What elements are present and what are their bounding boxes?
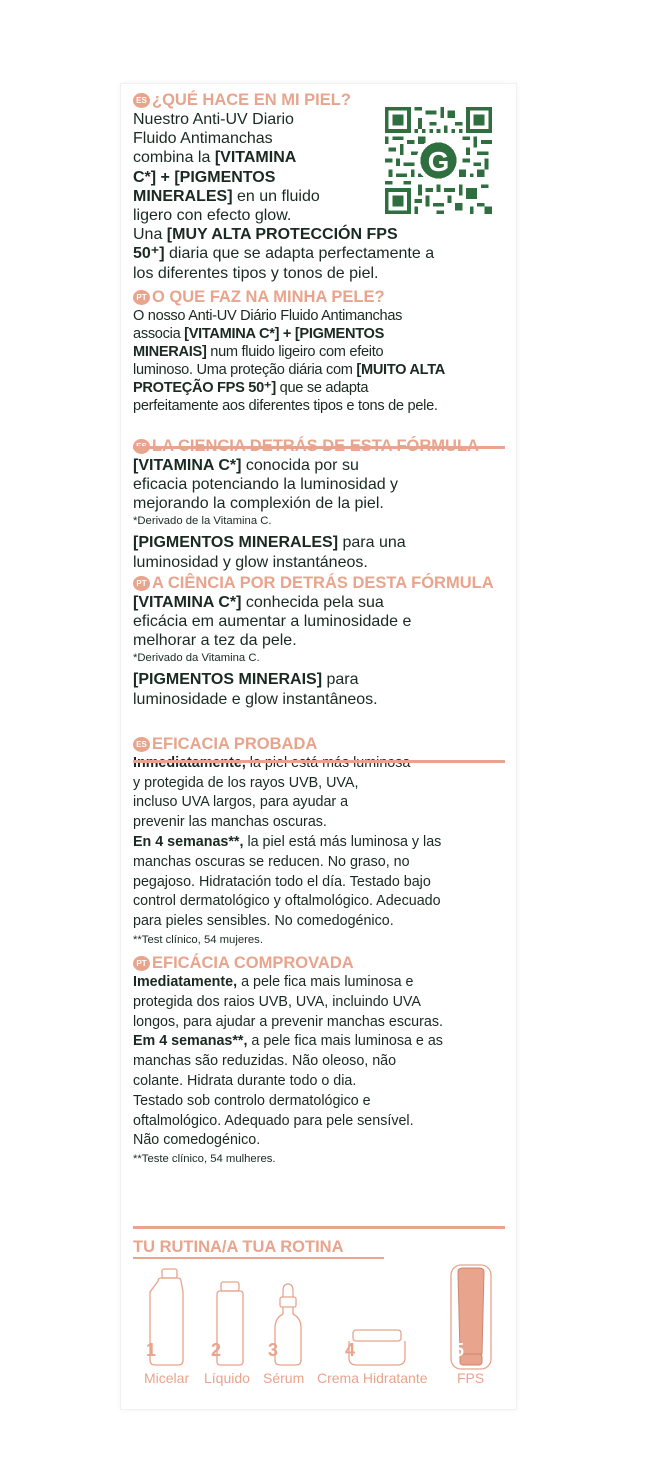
footnote: **Teste clínico, 54 mulheres. [133, 1153, 276, 1166]
title-text: A CIÊNCIA POR DETRÁS DESTA FÓRMULA [152, 573, 494, 592]
footnote: *Derivado de la Vitamina C. [133, 515, 272, 528]
qr-code-icon[interactable] [385, 107, 492, 214]
body-text [133, 456, 505, 514]
line: MINERALES] en un fluido [133, 187, 320, 205]
content-column [133, 90, 505, 1167]
line: Fluido Antimanchas [133, 130, 273, 148]
line: O nosso Anti-UV Diário Fluido Antimanchas [133, 307, 403, 324]
line: colante. Hidrata durante todo o dia. [133, 1073, 357, 1090]
line: [VITAMINA C*] conocida por su [133, 456, 359, 474]
section-pt-efficacy [133, 954, 505, 1167]
routine-icons [133, 1262, 505, 1372]
line: Testado sob controlo dermatológico e [133, 1092, 371, 1109]
line: manchas são reduzidas. Não oleoso, não [133, 1053, 397, 1070]
line: Una [MUY ALTA PROTECCIÓN FPS [133, 226, 398, 244]
divider [133, 760, 505, 763]
line: Imediatamente, a pele fica mais luminosa e [133, 974, 414, 991]
serum-dropper-icon [275, 1284, 301, 1365]
routine-step-label: Crema Hidratante [317, 1370, 428, 1386]
line: MINERAIS] num fluido ligeiro com efeito [133, 343, 384, 360]
title-text: ¿QUÉ HACE EN MI PIEL? [152, 91, 351, 109]
routine-step-label: Micelar [144, 1370, 190, 1386]
body-text [133, 754, 505, 932]
line: eficacia potenciando la luminosidad y [133, 476, 399, 494]
body-text [133, 307, 505, 415]
line: mejorando la complexión de la piel. [133, 495, 384, 513]
section-title [133, 735, 505, 754]
line: manchas oscuras se reducen. No graso, no [133, 853, 410, 870]
lang-badge-pt: PT [133, 576, 150, 591]
line: perfeitamente aos diferentes tipos e tons de pele. [133, 397, 438, 414]
line: C*] + [PIGMENTOS [133, 168, 276, 186]
routine-step-number: 1 [146, 1340, 157, 1360]
line: [VITAMINA C*] conhecida pela sua [133, 593, 384, 611]
line: para pieles sensibles. No comedogénico. [133, 913, 394, 930]
line: Não comedogénico. [133, 1132, 261, 1149]
divider [133, 1226, 505, 1229]
body-text [133, 533, 505, 571]
section-title [133, 288, 505, 307]
routine-step-number: 4 [345, 1340, 356, 1360]
title-text: EFICACIA PROBADA [152, 734, 318, 753]
lang-badge-pt: PT [133, 956, 150, 971]
section-title [133, 954, 505, 973]
section-pt-what [133, 288, 505, 415]
line: [PIGMENTOS MINERAIS] para [133, 671, 359, 689]
section-title [133, 574, 505, 593]
line: melhorar a tez da pele. [133, 632, 297, 650]
title-text: O QUE FAZ NA MINHA PELE? [152, 287, 385, 306]
line: control dermatológico y oftalmológico. Adecuado [133, 893, 441, 910]
routine-title: TU RUTINA/A TUA ROTINA [133, 1238, 344, 1256]
line: [PIGMENTOS MINERALES] para una [133, 534, 406, 552]
body-text [133, 593, 505, 651]
line: eficácia em aumentar a luminosidade e [133, 613, 412, 631]
line: Nuestro Anti-UV Diario [133, 111, 294, 128]
line: protegida dos raios UVB, UVA, incluindo UVA [133, 993, 421, 1010]
line: associa [VITAMINA C*] + [PIGMENTOS [133, 325, 385, 342]
lang-badge-pt: PT [133, 290, 150, 305]
cream-jar-icon [349, 1330, 405, 1365]
section-pt-science [133, 574, 505, 709]
line: En 4 semanas**, la piel está más luminosa y las [133, 834, 442, 851]
routine-step-number: 3 [268, 1340, 279, 1360]
section-es-science [133, 437, 505, 572]
line: combina la [VITAMINA [133, 149, 297, 167]
line: luminosidade e glow instantâneos. [133, 690, 378, 708]
line: incluso UVA largos, para ayudar a [133, 794, 349, 811]
body-text [133, 973, 505, 1151]
routine-step-number: 5 [454, 1340, 465, 1360]
line: luminoso. Uma proteção diária com [MUITO ALTA [133, 361, 445, 378]
section-es-efficacy [133, 735, 505, 948]
line: Em 4 semanas**, a pele fica mais luminosa e as [133, 1033, 443, 1050]
line: longos, para ajudar a prevenir manchas escuras. [133, 1013, 443, 1030]
routine-step-number: 2 [211, 1340, 222, 1360]
line: PROTEÇÃO FPS 50⁺] que se adapta [133, 379, 369, 396]
line: pegajoso. Hidratación todo el día. Testado bajo [133, 873, 431, 890]
routine-title-underline [133, 1257, 384, 1259]
title-text: EFICÁCIA COMPROVADA [152, 954, 354, 973]
line: oftalmológico. Adequado para pele sensível. [133, 1112, 414, 1129]
footnote: **Test clínico, 54 mujeres. [133, 934, 263, 947]
line: los diferentes tipos y tonos de piel. [133, 264, 379, 282]
lang-badge-es: ES [133, 93, 150, 108]
routine-step-label: FPS [457, 1370, 485, 1386]
body-text [133, 670, 505, 708]
line: 50⁺] diaria que se adapta perfectamente a [133, 245, 435, 263]
line: ligero con efecto glow. [133, 207, 292, 225]
divider [133, 446, 505, 449]
line: y protegida de los rayos UVB, UVA, [133, 774, 359, 791]
footnote: *Derivado da Vitamina C. [133, 652, 260, 665]
line: luminosidad y glow instantáneos. [133, 553, 368, 571]
line: prevenir las manchas oscuras. [133, 814, 327, 831]
lang-badge-es: ES [133, 737, 150, 752]
line [133, 754, 505, 774]
svg-text:G: G [427, 145, 450, 177]
routine-step-label: Líquido [204, 1370, 250, 1386]
routine-step-label: Sérum [263, 1370, 305, 1386]
